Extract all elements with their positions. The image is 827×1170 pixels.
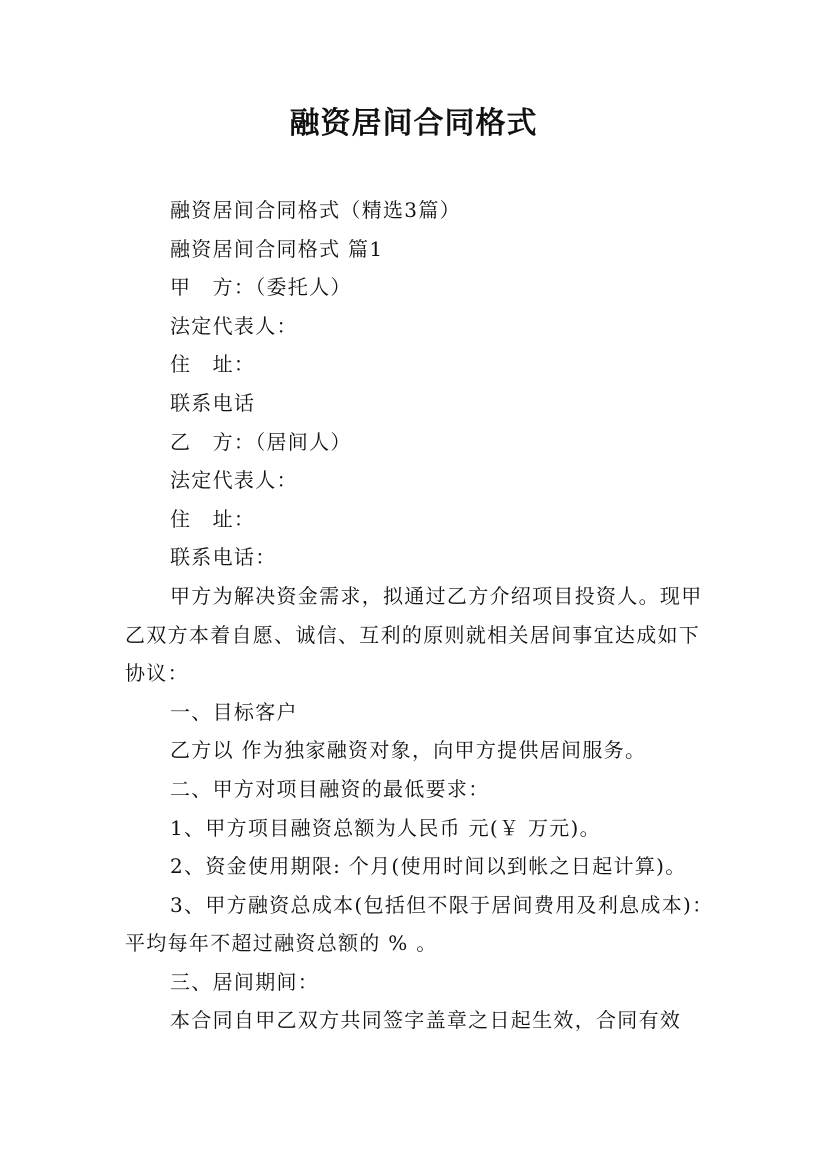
paragraph-party-b: 乙 方：（居间人）: [170, 429, 352, 454]
paragraph-party-b-phone: 联系电话：: [170, 545, 277, 570]
paragraph-clause-3-text: 本合同自甲乙双方共同签字盖章之日起生效，合同有效: [170, 1008, 682, 1033]
paragraph-section-heading: 融资居间合同格式 篇1: [170, 236, 384, 261]
paragraph-clause-2-item-2: 2、资金使用期限: 个月(使用时间以到帐之日起计算)。: [170, 854, 687, 879]
paragraph-clause-1-text: 乙方以 作为独家融资对象，向甲方提供居间服务。: [170, 738, 647, 763]
paragraph-clause-3-heading: 三、居间期间：: [170, 969, 320, 994]
paragraph-purpose: 甲方为解决资金需求，拟通过乙方介绍项目投资人。现甲乙双方本着自愿、诚信、互利的原则就相关居间事宜达成如下协议：: [125, 583, 703, 686]
document-body: [125, 191, 715, 1040]
paragraph-subtitle: 融资居间合同格式（精选3篇）: [170, 198, 461, 222]
paragraph-party-b-representative: 法定代表人：: [170, 468, 298, 493]
paragraph-clause-2-heading: 二、甲方对项目融资的最低要求：: [170, 776, 490, 801]
paragraph-clause-2-item-1: 1、甲方项目融资总额为人民币 元(￥ 万元)。: [170, 815, 601, 840]
paragraph-party-b-address: 住 址：: [170, 506, 256, 531]
paragraph-clause-1-heading: 一、目标客户: [170, 699, 298, 724]
paragraph-clause-2-item-3: 3、甲方融资总成本(包括但不限于居间费用及利息成本)：平均每年不超过融资总额的 % 。: [125, 892, 714, 956]
paragraph-party-a: 甲 方：（委托人）: [170, 275, 352, 300]
document-title: 融资居间合同格式: [289, 106, 538, 141]
paragraph-party-a-address: 住 址：: [170, 352, 256, 377]
paragraph-party-a-phone: 联系电话: [170, 390, 256, 415]
paragraph-party-a-representative: 法定代表人：: [170, 313, 298, 338]
